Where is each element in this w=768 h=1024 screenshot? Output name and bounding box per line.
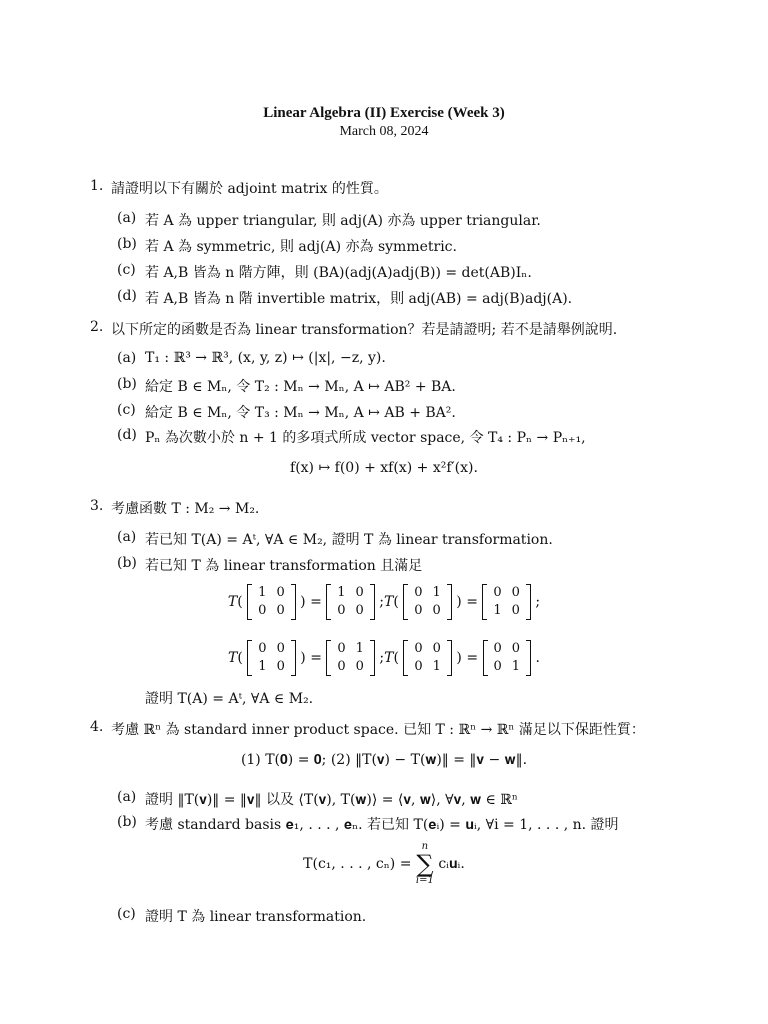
q1-number: 1. bbox=[90, 178, 104, 194]
q1a-text: 若 A 為 upper triangular, 則 adj(A) 亦為 upper triangular. bbox=[145, 213, 541, 229]
q2d-text: Pₙ 為次數小於 n + 1 的多項式所成 vector space, 令 T₄ : Pₙ → Pₙ₊₁, bbox=[145, 430, 586, 446]
q1c-text: 若 A,B 皆為 n 階方陣，則 (BA)(adj(A)adj(B)) = det(AB)Iₙ. bbox=[145, 265, 532, 281]
q1d-text: 若 A,B 皆為 n 階 invertible matrix，則 adj(AB) = adj(B)adj(A). bbox=[145, 291, 573, 307]
matrix-E21: 0 0 1 0 bbox=[247, 640, 296, 676]
q1a-label: (a) bbox=[117, 210, 137, 226]
page-title: Linear Algebra (II) Exercise (Week 3) bbox=[263, 105, 505, 121]
matrix-E22-image: 0 0 0 1 bbox=[483, 640, 532, 676]
matrix-E22: 0 0 0 1 bbox=[403, 640, 452, 676]
q3-number: 3. bbox=[90, 498, 104, 514]
q4b-text: 考慮 standard basis 𝐞₁, . . . , 𝐞ₙ. 若已知 T(𝐞ᵢ) = 𝐮ᵢ, ∀i = 1, . . . , n. 證明 bbox=[145, 817, 619, 833]
q4-properties: (1) T(𝟎) = 𝟎; (2) ‖T(𝐯) − T(𝐰)‖ = ‖𝐯 − 𝐰‖. bbox=[240, 752, 528, 768]
q1-intro: 請證明以下有關於 adjoint matrix 的性質。 bbox=[111, 181, 388, 197]
q2-number: 2. bbox=[90, 319, 104, 335]
q4-number: 4. bbox=[90, 719, 104, 735]
summation-symbol: n ∑ i=1 bbox=[415, 841, 434, 886]
q2d-equation: f(x) ↦ f(0) + xf(x) + x²f′(x). bbox=[290, 460, 478, 476]
q3-matrix-row-2: T( 0 0 1 0 ) = 0 1 0 0 ;T( 0 0 0 1 ) = 0 0 0 1 . bbox=[228, 641, 540, 674]
q3a-label: (a) bbox=[117, 529, 137, 545]
sum-upper-limit: n bbox=[421, 841, 429, 852]
q2c-text: 給定 B ∈ Mₙ, 令 T₃ : Mₙ → Mₙ, A ↦ AB + BA². bbox=[145, 405, 456, 421]
sum-lower-limit: i=1 bbox=[415, 875, 434, 886]
q2b-label: (b) bbox=[117, 376, 137, 392]
q4c-text: 證明 T 為 linear transformation. bbox=[145, 909, 367, 925]
matrix-E11-image: 1 0 0 0 bbox=[326, 584, 375, 620]
q2c-label: (c) bbox=[117, 402, 136, 418]
q1c-label: (c) bbox=[117, 262, 136, 278]
q2a-text: T₁ : ℝ³ → ℝ³, (x, y, z) ↦ (|x|, −z, y). bbox=[145, 350, 386, 366]
q2b-text: 給定 B ∈ Mₙ, 令 T₂ : Mₙ → Mₙ, A ↦ AB² + BA. bbox=[145, 379, 456, 395]
q3b-text: 若已知 T 為 linear transformation 且滿足 bbox=[145, 558, 423, 574]
q1b-text: 若 A 為 symmetric, 則 adj(A) 亦為 symmetric. bbox=[145, 239, 457, 255]
matrix-E12-image: 0 0 1 0 bbox=[482, 584, 531, 620]
q2d-label: (d) bbox=[117, 427, 137, 443]
q4a-text: 證明 ‖T(𝐯)‖ = ‖𝐯‖ 以及 ⟨T(𝐯), T(𝐰)⟩ = ⟨𝐯, 𝐰⟩, ∀𝐯, 𝐰 ∈ ℝⁿ bbox=[145, 792, 518, 808]
q1d-label: (d) bbox=[117, 288, 137, 304]
sum-rhs: cᵢ𝐮ᵢ. bbox=[438, 856, 465, 872]
q4b-label: (b) bbox=[117, 814, 137, 830]
q4c-label: (c) bbox=[117, 906, 136, 922]
q3-conclusion: 證明 T(A) = Aᵗ, ∀A ∈ M₂. bbox=[145, 691, 314, 707]
q2a-label: (a) bbox=[117, 350, 137, 366]
q3b-label: (b) bbox=[117, 555, 137, 571]
q3a-text: 若已知 T(A) = Aᵗ, ∀A ∈ M₂, 證明 T 為 linear transformation. bbox=[145, 532, 553, 548]
q3-matrix-row-1: T( 1 0 0 0 ) = 1 0 0 0 ;T( 0 1 0 0 ) = 0 0 1 0 ; bbox=[227, 585, 541, 618]
q4-sum-equation bbox=[0, 842, 768, 886]
matrix-E12: 0 1 0 0 bbox=[403, 584, 452, 620]
q3-intro: 考慮函數 T : M₂ → M₂. bbox=[111, 501, 260, 517]
matrix-E21-image: 0 1 0 0 bbox=[326, 640, 375, 676]
q2-intro: 以下所定的函數是否為 linear transformation？若是請證明; 若不是請舉例說明. bbox=[111, 322, 618, 338]
matrix-E11: 1 0 0 0 bbox=[247, 584, 296, 620]
q1b-label: (b) bbox=[117, 236, 137, 252]
q4a-label: (a) bbox=[117, 789, 137, 805]
sum-lhs: T(c₁, . . . , cₙ) = bbox=[303, 856, 412, 872]
q4-intro: 考慮 ℝⁿ 為 standard inner product space. 已知 T : ℝⁿ → ℝⁿ 滿足以下保距性質： bbox=[111, 722, 645, 738]
page-date: March 08, 2024 bbox=[339, 124, 429, 139]
